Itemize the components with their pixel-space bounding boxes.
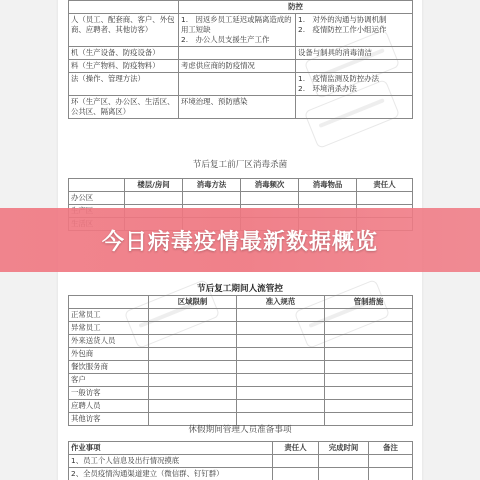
table-row — [69, 468, 413, 480]
cell — [179, 73, 296, 96]
row-label: 客户 — [69, 374, 149, 387]
header-cell: 责任人 — [357, 179, 413, 192]
header-cell — [69, 296, 149, 309]
table-header-row — [69, 1, 413, 14]
row-label: 异常员工 — [69, 322, 149, 335]
header-cell: 消毒方法 — [183, 179, 241, 192]
row-label: 料（生产物料、防疫物料） — [69, 60, 179, 73]
cell: 1. 疫情监测及防控办法 2. 环境消杀办法 — [296, 73, 413, 96]
header-cell: 楼层/房间 — [125, 179, 183, 192]
table-row — [69, 192, 413, 205]
table-row — [69, 60, 413, 73]
header-cell: 准入规范 — [237, 296, 325, 309]
row-label: 环（生产区、办公区、生活区、公共区、隔离区） — [69, 96, 179, 119]
row-label: 法（操作、管理方法） — [69, 73, 179, 96]
cell: 考虑供应商的防疫情况 — [179, 60, 296, 73]
header-cell: 防控 — [179, 1, 413, 14]
cell: 1. 对外的沟通与协调机制 2. 疫情防控工作小组运作 — [296, 14, 413, 47]
table-row — [69, 400, 413, 413]
table-row — [69, 387, 413, 400]
section-title-holiday-prep: 休假期间管理人员准备事项 — [188, 425, 292, 435]
table-row — [69, 73, 413, 96]
table-row — [69, 14, 413, 47]
row-label: 人（员工、配套商、客户、外包商、应聘者、其他访客） — [69, 14, 179, 47]
flow-control-table — [68, 295, 413, 426]
header-cell — [69, 179, 125, 192]
header-cell — [69, 1, 179, 14]
holiday-prep-table — [68, 441, 413, 480]
header-cell: 消毒物品 — [299, 179, 357, 192]
table-row — [69, 374, 413, 387]
cell: 1. 因返乡员工延迟或隔离造成的用工短缺 2. 办公人员支援生产工作 — [179, 14, 296, 47]
table-header-row — [69, 179, 413, 192]
row-label: 外包商 — [69, 348, 149, 361]
table-row — [69, 47, 413, 60]
table-header-row — [69, 296, 413, 309]
row-label: 外来送货人员 — [69, 335, 149, 348]
table-row — [69, 348, 413, 361]
cell: 环境治理、预防感染 — [179, 96, 296, 119]
cell — [179, 47, 296, 60]
banner-title: 今日病毒疫情最新数据概览 — [101, 229, 378, 255]
header-cell: 作业事项 — [69, 442, 273, 455]
row-label: 机（生产设备、防疫设备） — [69, 47, 179, 60]
header-cell: 责任人 — [273, 442, 319, 455]
table-row — [69, 335, 413, 348]
title-banner — [0, 208, 480, 272]
header-cell: 管制措施 — [325, 296, 413, 309]
table-row — [69, 309, 413, 322]
header-cell: 完成时间 — [319, 442, 369, 455]
row-label: 一般访客 — [69, 387, 149, 400]
table-row — [69, 361, 413, 374]
header-cell: 消毒频次 — [241, 179, 299, 192]
row-label: 办公区 — [69, 192, 125, 205]
cell — [296, 60, 413, 73]
section-title-disinfection: 节后复工前厂区消毒杀菌 — [192, 160, 288, 170]
table-row — [69, 455, 413, 468]
table-header-row — [69, 442, 413, 455]
cell: 设备与制具的消毒清洁 — [296, 47, 413, 60]
header-cell: 区域限制 — [149, 296, 237, 309]
prevention-table — [68, 0, 413, 119]
table-row — [69, 322, 413, 335]
row-label: 餐饮服务商 — [69, 361, 149, 374]
header-cell: 备注 — [369, 442, 413, 455]
row-label: 2、全员疫情沟通渠道建立（微信群、钉钉群） — [69, 468, 273, 480]
section-title-flow-control: 节后复工期间人流管控 — [197, 284, 283, 294]
row-label: 1、员工个人信息及出行情况摸底 — [69, 455, 273, 468]
row-label: 正常员工 — [69, 309, 149, 322]
table-row — [69, 96, 413, 119]
row-label: 其他访客 — [69, 413, 149, 426]
cell — [296, 96, 413, 119]
row-label: 应聘人员 — [69, 400, 149, 413]
